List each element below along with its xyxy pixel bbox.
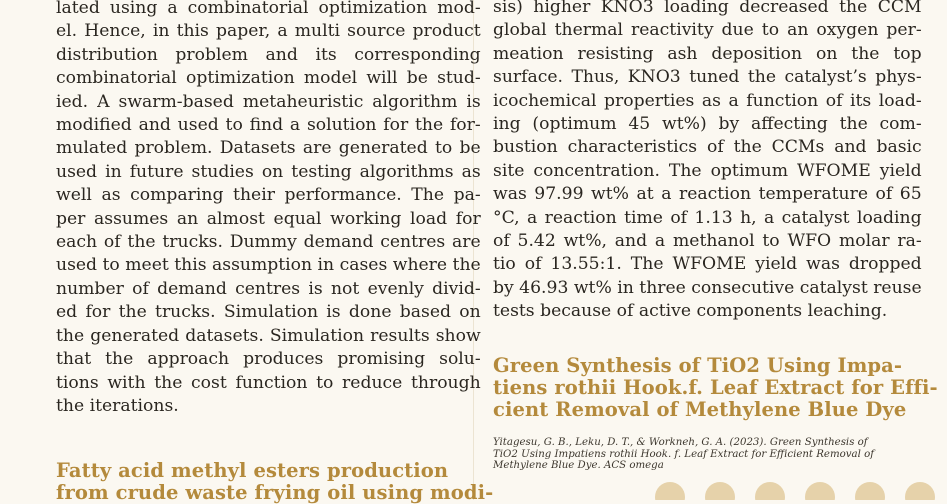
text-line: surface. Thus, KNO3 tuned the catalyst’s phys- [493, 67, 922, 88]
decorative-dot [805, 482, 835, 500]
text-line: used in future studies on testing algorithms as [56, 161, 481, 182]
left-abstract-paragraph [56, 0, 481, 418]
text-line: was 97.99 wt% at a reaction temperature of 65 [493, 184, 922, 205]
citation-line: Methylene Blue Dye. ACS omega [493, 460, 664, 472]
decorative-dot [655, 482, 685, 500]
text-line: global thermal reactivity due to an oxygen per- [493, 20, 922, 41]
text-line: per assumes an almost equal working load for [56, 208, 481, 229]
text-line: sis) higher KNO3 loading decreased the CCM [493, 0, 922, 17]
section-heading-green-synthesis [493, 355, 938, 421]
decorative-dot [855, 482, 885, 500]
text-line: bustion characteristics of the CCMs and basic [493, 137, 922, 158]
text-line: meation resisting ash deposition on the top [493, 43, 922, 64]
text-line: well as comparing their performance. The pa- [56, 185, 481, 206]
citation [493, 437, 874, 472]
decorative-dot [705, 482, 735, 500]
text-line: tio of 13.55:1. The WFOME yield was dropped [493, 254, 922, 275]
text-line: lated using a combinatorial optimization mod- [56, 0, 481, 18]
citation-line: TiO2 Using Impatiens rothii Hook. f. Leaf Extract for Efficient Removal of [493, 448, 874, 460]
text-line: ed for the trucks. Simulation is done based on [56, 302, 481, 323]
text-line: icochemical properties as a function of its load- [493, 90, 922, 111]
text-line: ing (optimum 45 wt%) by affecting the com- [493, 114, 922, 135]
text-line: the generated datasets. Simulation results show [56, 325, 481, 346]
text-line: each of the trucks. Dummy demand centres are [56, 232, 481, 253]
citation-line: Yitagesu, G. B., Leku, D. T., & Workneh, G. A. (2023). Green Synthesis of [493, 437, 868, 448]
text-line: mulated problem. Datasets are generated to be [56, 138, 481, 159]
text-line: combinatorial optimization model will be stud- [56, 68, 481, 89]
text-line: distribution problem and its corresponding [56, 44, 481, 65]
heading-line: tiens rothii Hook.f. Leaf Extract for Effi- [493, 376, 938, 399]
text-line: °C, a reaction time of 1.13 h, a catalyst loading [493, 207, 922, 228]
text-line: ied. A swarm-based metaheuristic algorithm is [56, 91, 481, 112]
decorative-dot [905, 482, 935, 500]
decorative-dots [647, 476, 947, 500]
text-line: site concentration. The optimum WFOME yield [493, 160, 922, 181]
decorative-dot [755, 482, 785, 500]
text-line: that the approach produces promising solu- [56, 349, 481, 370]
text-line: tests because of active components leaching. [493, 301, 888, 322]
text-line: of 5.42 wt%, and a methanol to WFO molar ra- [493, 231, 922, 252]
text-line: number of demand centres is not evenly divid- [56, 278, 481, 299]
text-line: the iterations. [56, 395, 179, 416]
text-line: modified and used to find a solution for the for- [56, 115, 481, 136]
right-abstract-paragraph [493, 0, 922, 324]
text-line: tions with the cost function to reduce through [56, 372, 481, 393]
section-heading-fatty-acid [56, 460, 493, 504]
text-line: used to meet this assumption in cases where the [56, 255, 481, 276]
heading-line: Fatty acid methyl esters production [56, 459, 449, 482]
text-line: el. Hence, in this paper, a multi source product [56, 21, 481, 42]
heading-line: Green Synthesis of TiO2 Using Impa- [493, 354, 903, 377]
text-line: by 46.93 wt% in three consecutive catalyst reuse [493, 277, 922, 298]
heading-line: from crude waste frying oil using modi- [56, 481, 494, 504]
heading-line: cient Removal of Methylene Blue Dye [493, 398, 907, 421]
